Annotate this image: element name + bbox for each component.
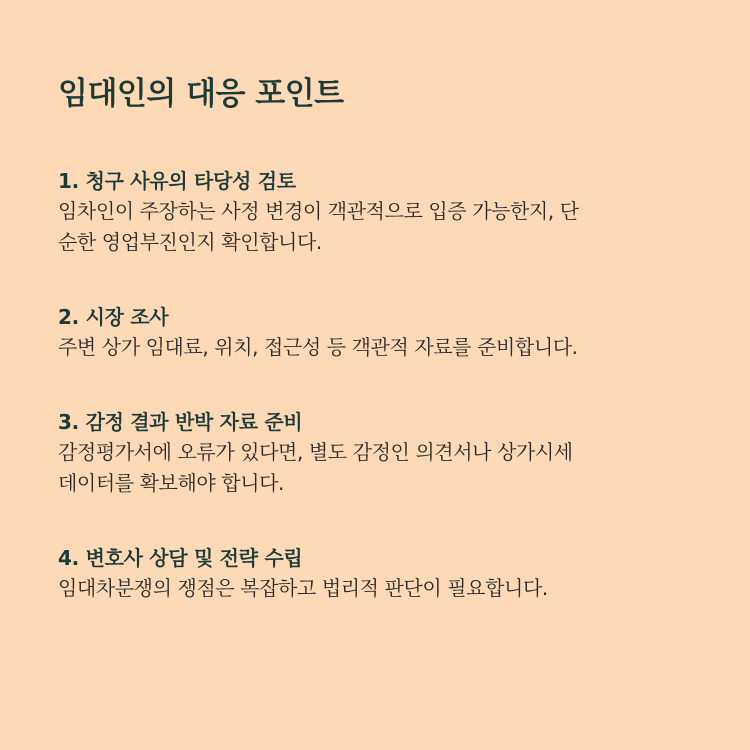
section-heading: 2. 시장 조사 [58,305,169,329]
section-body-line: 감정평가서에 오류가 있다면, 별도 감정인 의견서나 상가시세 [58,440,573,464]
section-heading: 4. 변호사 상담 및 전략 수립 [58,546,303,570]
section-body-line: 순한 영업부진인지 확인합니다. [58,230,322,254]
section-claim-review [58,166,708,258]
section-appraisal-rebuttal [58,407,708,499]
section-lawyer-consultation [58,543,708,604]
section-body-line: 데이터를 확보해야 합니다. [58,471,284,495]
section-heading: 1. 청구 사유의 타당성 검토 [58,169,296,193]
section-heading: 3. 감정 결과 반박 자료 준비 [58,410,303,434]
section-market-research [58,302,708,363]
section-body-line: 주변 상가 임대료, 위치, 접근성 등 객관적 자료를 준비합니다. [58,335,578,359]
content-card [58,72,708,604]
page-title: 임대인의 대응 포인트 [58,76,344,112]
section-body-line: 임차인이 주장하는 사정 변경이 객관적으로 입증 가능한지, 단 [58,199,579,223]
section-body-line: 임대차분쟁의 쟁점은 복잡하고 법리적 판단이 필요합니다. [58,576,548,600]
